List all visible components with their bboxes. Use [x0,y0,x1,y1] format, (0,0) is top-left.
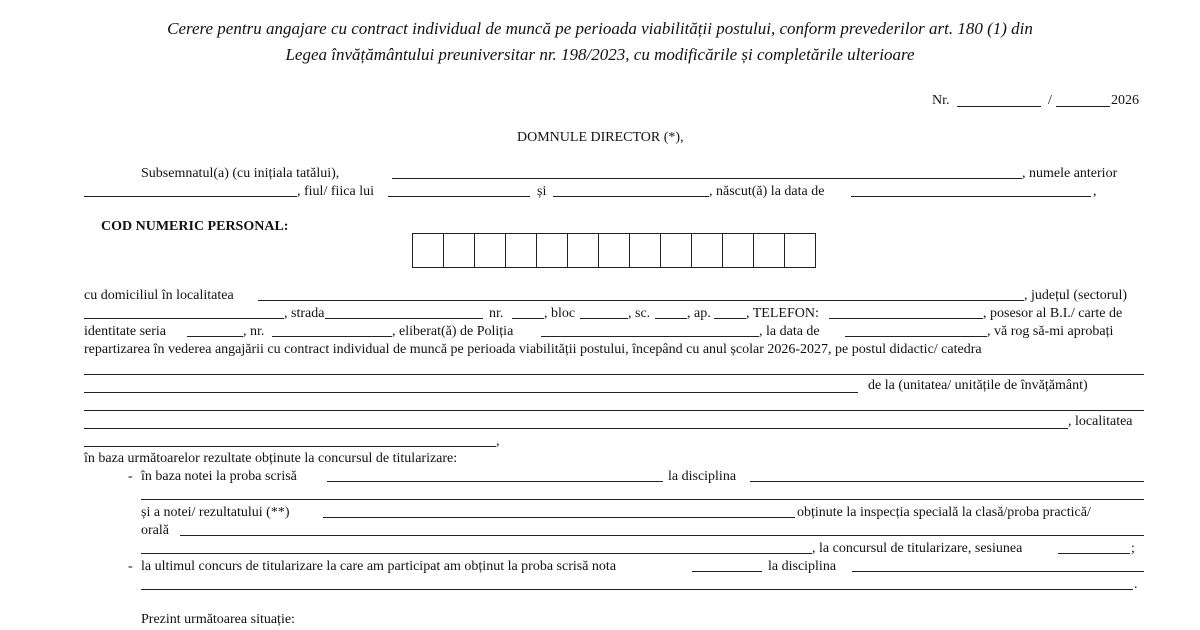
post-field-line-1[interactable] [84,374,1144,375]
comma: , [1093,184,1097,199]
issued-by-field[interactable] [541,336,759,337]
cnp-digit-box[interactable] [784,233,816,268]
id-number-field[interactable] [272,336,392,337]
label-localitatea: , localitatea [1068,414,1133,429]
label-nr: nr. [489,306,504,321]
cnp-digit-box[interactable] [412,233,444,268]
label-eliberat: , eliberat(ă) de Poliția [392,324,514,339]
id-series-field[interactable] [187,336,243,337]
nr-label: Nr. [932,93,950,108]
cnp-digit-box[interactable] [691,233,723,268]
semicolon: ; [1131,541,1135,556]
label-nota-scrisa: în baza notei la proba scrisă [141,469,297,484]
label-domiciliu: cu domiciliul în localitatea [84,288,234,303]
label-ap: , ap. [687,306,711,321]
previous-name-field[interactable] [84,196,297,197]
label-judetul: , județul (sectorul) [1024,288,1128,303]
cnp-label: COD NUMERIC PERSONAL: [101,219,289,234]
last-discipline-field-line-2[interactable] [141,589,1133,590]
form-title-line-1: Cerere pentru angajare cu contract individual de muncă pe perioada viabilității postului, conform prevederilor art. 180 (1) din [167,19,1033,38]
county-field[interactable] [84,318,284,319]
label-obtinute: obținute la inspecția specială la clasă/proba practică/ [797,505,1091,520]
locality-field[interactable] [258,300,1024,301]
issue-date-field[interactable] [845,336,987,337]
nr-year: 2026 [1111,93,1139,108]
cnp-digit-box[interactable] [443,233,475,268]
street-number-field[interactable] [512,318,544,319]
apartment-field[interactable] [714,318,746,319]
nr-date-field[interactable] [1056,106,1110,107]
mother-name-field[interactable] [553,196,709,197]
label-la-disciplina-2: la disciplina [768,559,837,574]
label-nr-id: , nr. [243,324,265,339]
birth-date-field[interactable] [851,196,1091,197]
label-baza-rezultate: în baza următoarelor rezultate obținute la concursul de titularizare: [84,451,458,466]
period: . [1134,577,1138,592]
written-grade-field[interactable] [327,481,663,482]
label-prezint: Prezint următoarea situație: [141,612,295,627]
cnp-boxes[interactable] [413,233,816,268]
oral-field[interactable] [180,535,1144,536]
label-posesor: , posesor al B.I./ carte de [983,306,1123,321]
form-title-line-2: Legea învățământului preuniversitar nr. 198/2023, cu modificările și completările ulterioare [285,45,915,64]
phone-field[interactable] [829,318,983,319]
label-va-rog: , vă rog să-mi aprobați [987,324,1114,339]
label-numele-anterior: , numele anterior [1022,166,1118,181]
nr-slash: / [1048,93,1052,108]
cnp-digit-box[interactable] [753,233,785,268]
label-subsemnatul: Subsemnatul(a) (cu inițiala tatălui), [141,166,340,181]
last-discipline-field[interactable] [852,571,1144,572]
label-la-data: , la data de [759,324,820,339]
discipline-field-line-2[interactable] [141,499,1144,500]
label-telefon: , TELEFON: [746,306,819,321]
father-name-field[interactable] [388,196,530,197]
bullet-dash-2: - [128,559,133,574]
cnp-digit-box[interactable] [722,233,754,268]
school-field-line-2[interactable] [84,428,1068,429]
label-identitate-seria: identitate seria [84,324,167,339]
label-si-a-notei: și a notei/ rezultatului (**) [141,505,290,520]
label-si: și [537,184,547,199]
street-field[interactable] [325,318,483,319]
cnp-digit-box[interactable] [505,233,537,268]
post-field-line-2[interactable] [84,392,858,393]
block-field[interactable] [580,318,628,319]
school-locality-field[interactable] [84,446,496,447]
label-la-disciplina: la disciplina [668,469,737,484]
cnp-digit-box[interactable] [567,233,599,268]
cnp-digit-box[interactable] [474,233,506,268]
label-fiul: , fiul/ fiica lui [297,184,374,199]
discipline-field[interactable] [750,481,1144,482]
label-nascut: , născut(ă) la data de [709,184,825,199]
cnp-digit-box[interactable] [660,233,692,268]
label-orala: orală [141,523,169,538]
staircase-field[interactable] [655,318,687,319]
session-field[interactable] [1058,553,1130,554]
label-la-concursul: , la concursul de titularizare, sesiunea [812,541,1023,556]
cnp-digit-box[interactable] [598,233,630,268]
full-name-field[interactable] [392,178,1022,179]
label-bloc: , bloc [544,306,576,321]
salutation: DOMNULE DIRECTOR (*), [517,130,684,145]
oral-field-line-2[interactable] [141,553,812,554]
cnp-digit-box[interactable] [536,233,568,268]
nr-number-field[interactable] [957,106,1041,107]
label-ultimul-concurs: la ultimul concurs de titularizare la care am participat am obținut la proba scrisă nota [141,559,617,574]
label-repartizarea: repartizarea în vederea angajării cu contract individual de muncă pe perioada viabilității postului, începând cu anul școlar 2026-2027, pe postul didactic/ catedra [84,342,982,357]
label-sc: , sc. [628,306,651,321]
comma-2: , [496,434,500,449]
cnp-digit-box[interactable] [629,233,661,268]
school-field-line-1[interactable] [84,410,1144,411]
bullet-dash-1: - [128,469,133,484]
label-strada: , strada [284,306,325,321]
last-grade-field[interactable] [692,571,762,572]
inspection-grade-field[interactable] [323,517,795,518]
label-de-la: de la (unitatea/ unitățile de învățământ) [868,378,1088,393]
